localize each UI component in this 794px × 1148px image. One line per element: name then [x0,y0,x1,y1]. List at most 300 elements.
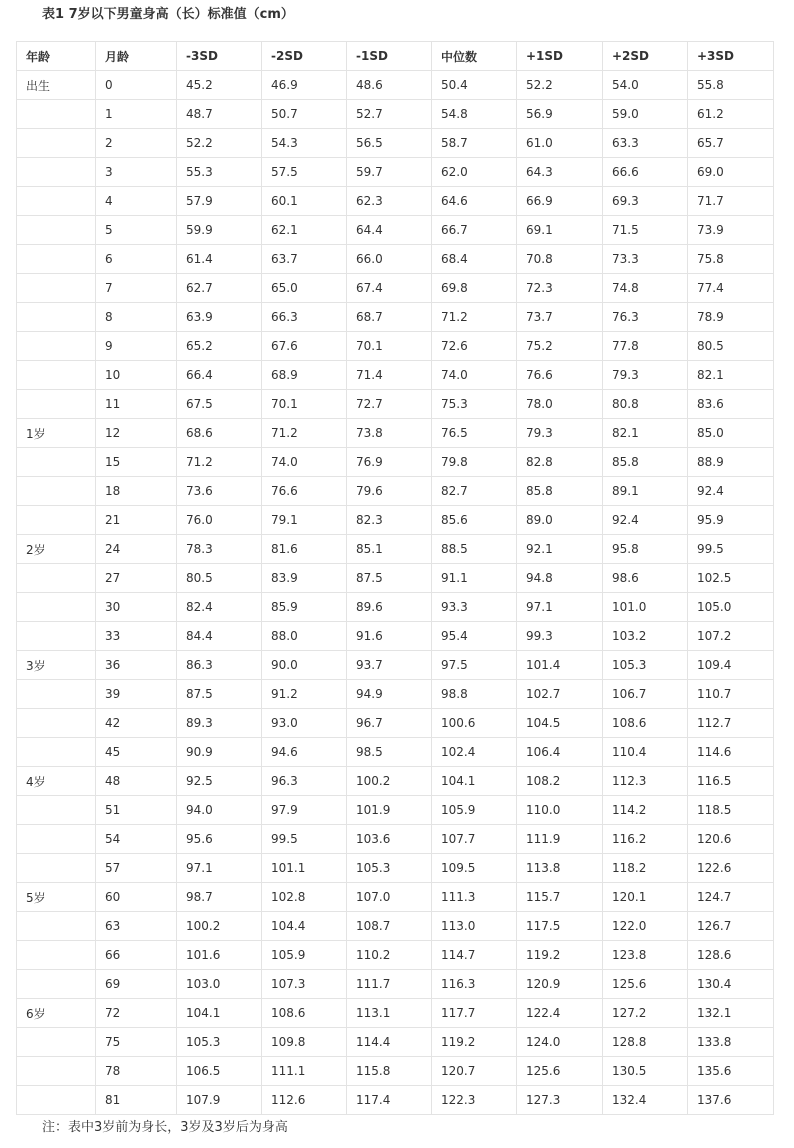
table-row [17,419,774,448]
age-cell [17,506,96,535]
value-cell: 114.6 [688,738,774,767]
table-row [17,129,774,158]
value-cell: 63.9 [177,303,262,332]
month-cell: 51 [96,796,177,825]
value-cell: 101.1 [262,854,347,883]
value-cell: 85.6 [432,506,517,535]
month-cell: 45 [96,738,177,767]
value-cell: 67.6 [262,332,347,361]
month-cell: 12 [96,419,177,448]
table-row [17,506,774,535]
table-footnote: 注：表中3岁前为身长，3岁及3岁后为身高 [42,1120,288,1135]
value-cell: 71.5 [603,216,688,245]
table-row [17,941,774,970]
value-cell: 85.9 [262,593,347,622]
age-cell [17,216,96,245]
month-cell: 63 [96,912,177,941]
value-cell: 61.4 [177,245,262,274]
value-cell: 107.2 [688,622,774,651]
value-cell: 114.4 [347,1028,432,1057]
table-row [17,912,774,941]
table-row [17,970,774,999]
value-cell: 106.4 [517,738,603,767]
value-cell: 89.0 [517,506,603,535]
value-cell: 66.6 [603,158,688,187]
value-cell: 62.3 [347,187,432,216]
value-cell: 92.4 [688,477,774,506]
value-cell: 102.8 [262,883,347,912]
value-cell: 73.6 [177,477,262,506]
age-cell [17,477,96,506]
value-cell: 61.0 [517,129,603,158]
value-cell: 111.7 [347,970,432,999]
column-header: +1SD [517,42,603,71]
value-cell: 120.9 [517,970,603,999]
value-cell: 109.5 [432,854,517,883]
age-cell [17,796,96,825]
value-cell: 132.1 [688,999,774,1028]
value-cell: 82.4 [177,593,262,622]
value-cell: 87.5 [177,680,262,709]
value-cell: 94.6 [262,738,347,767]
age-cell [17,709,96,738]
value-cell: 55.8 [688,71,774,100]
value-cell: 81.6 [262,535,347,564]
value-cell: 111.3 [432,883,517,912]
value-cell: 85.8 [517,477,603,506]
age-cell [17,1057,96,1086]
value-cell: 68.6 [177,419,262,448]
month-cell: 36 [96,651,177,680]
value-cell: 108.7 [347,912,432,941]
value-cell: 62.0 [432,158,517,187]
month-cell: 15 [96,448,177,477]
value-cell: 120.6 [688,825,774,854]
value-cell: 95.8 [603,535,688,564]
table-row [17,738,774,767]
value-cell: 64.3 [517,158,603,187]
value-cell: 72.3 [517,274,603,303]
value-cell: 130.5 [603,1057,688,1086]
value-cell: 50.7 [262,100,347,129]
value-cell: 112.3 [603,767,688,796]
value-cell: 69.1 [517,216,603,245]
value-cell: 66.9 [517,187,603,216]
value-cell: 92.4 [603,506,688,535]
table-row [17,448,774,477]
value-cell: 109.8 [262,1028,347,1057]
age-cell: 5岁 [17,883,96,912]
value-cell: 113.0 [432,912,517,941]
age-cell [17,361,96,390]
value-cell: 54.3 [262,129,347,158]
value-cell: 67.4 [347,274,432,303]
table-row [17,216,774,245]
value-cell: 93.7 [347,651,432,680]
table-row [17,825,774,854]
value-cell: 74.0 [262,448,347,477]
value-cell: 71.7 [688,187,774,216]
value-cell: 82.1 [688,361,774,390]
value-cell: 73.9 [688,216,774,245]
value-cell: 58.7 [432,129,517,158]
value-cell: 117.7 [432,999,517,1028]
value-cell: 88.0 [262,622,347,651]
table-row [17,622,774,651]
value-cell: 122.6 [688,854,774,883]
value-cell: 108.2 [517,767,603,796]
value-cell: 82.1 [603,419,688,448]
value-cell: 80.8 [603,390,688,419]
value-cell: 119.2 [432,1028,517,1057]
value-cell: 45.2 [177,71,262,100]
value-cell: 103.2 [603,622,688,651]
value-cell: 96.3 [262,767,347,796]
value-cell: 114.7 [432,941,517,970]
value-cell: 79.3 [517,419,603,448]
table-row [17,883,774,912]
table-row [17,796,774,825]
value-cell: 54.0 [603,71,688,100]
table-row [17,100,774,129]
value-cell: 83.6 [688,390,774,419]
value-cell: 84.4 [177,622,262,651]
value-cell: 99.5 [688,535,774,564]
value-cell: 128.8 [603,1028,688,1057]
table-row [17,332,774,361]
value-cell: 57.9 [177,187,262,216]
value-cell: 108.6 [603,709,688,738]
value-cell: 77.8 [603,332,688,361]
value-cell: 105.3 [603,651,688,680]
table-title: 表1 7岁以下男童身高（长）标准值（cm） [42,7,294,22]
value-cell: 125.6 [517,1057,603,1086]
column-header: +3SD [688,42,774,71]
value-cell: 85.8 [603,448,688,477]
value-cell: 89.1 [603,477,688,506]
age-cell [17,448,96,477]
age-cell [17,100,96,129]
value-cell: 88.5 [432,535,517,564]
value-cell: 59.7 [347,158,432,187]
value-cell: 105.0 [688,593,774,622]
value-cell: 70.1 [262,390,347,419]
value-cell: 90.0 [262,651,347,680]
value-cell: 94.8 [517,564,603,593]
value-cell: 113.1 [347,999,432,1028]
table-row [17,767,774,796]
table-row [17,999,774,1028]
value-cell: 94.9 [347,680,432,709]
value-cell: 66.3 [262,303,347,332]
value-cell: 110.7 [688,680,774,709]
month-cell: 7 [96,274,177,303]
value-cell: 132.4 [603,1086,688,1115]
value-cell: 60.1 [262,187,347,216]
value-cell: 70.1 [347,332,432,361]
value-cell: 62.1 [262,216,347,245]
month-cell: 11 [96,390,177,419]
table-row [17,361,774,390]
value-cell: 98.7 [177,883,262,912]
value-cell: 91.6 [347,622,432,651]
value-cell: 71.4 [347,361,432,390]
value-cell: 130.4 [688,970,774,999]
value-cell: 75.2 [517,332,603,361]
month-cell: 81 [96,1086,177,1115]
value-cell: 56.9 [517,100,603,129]
age-cell [17,158,96,187]
month-cell: 10 [96,361,177,390]
month-cell: 0 [96,71,177,100]
table-row [17,158,774,187]
value-cell: 95.4 [432,622,517,651]
value-cell: 105.3 [347,854,432,883]
value-cell: 50.4 [432,71,517,100]
value-cell: 123.8 [603,941,688,970]
age-cell [17,390,96,419]
value-cell: 116.2 [603,825,688,854]
month-cell: 9 [96,332,177,361]
value-cell: 79.1 [262,506,347,535]
table-row [17,651,774,680]
value-cell: 78.3 [177,535,262,564]
age-cell: 3岁 [17,651,96,680]
value-cell: 80.5 [177,564,262,593]
value-cell: 65.2 [177,332,262,361]
value-cell: 52.2 [177,129,262,158]
value-cell: 73.7 [517,303,603,332]
value-cell: 89.3 [177,709,262,738]
value-cell: 106.5 [177,1057,262,1086]
value-cell: 103.0 [177,970,262,999]
month-cell: 2 [96,129,177,158]
value-cell: 90.9 [177,738,262,767]
table-row [17,709,774,738]
value-cell: 102.5 [688,564,774,593]
height-standard-table [16,41,774,1115]
value-cell: 92.1 [517,535,603,564]
value-cell: 104.5 [517,709,603,738]
table-row [17,564,774,593]
value-cell: 64.6 [432,187,517,216]
value-cell: 93.0 [262,709,347,738]
value-cell: 101.0 [603,593,688,622]
value-cell: 100.6 [432,709,517,738]
value-cell: 83.9 [262,564,347,593]
age-cell: 4岁 [17,767,96,796]
value-cell: 92.5 [177,767,262,796]
month-cell: 57 [96,854,177,883]
value-cell: 78.0 [517,390,603,419]
age-cell [17,825,96,854]
value-cell: 85.1 [347,535,432,564]
value-cell: 71.2 [262,419,347,448]
value-cell: 95.6 [177,825,262,854]
value-cell: 99.3 [517,622,603,651]
value-cell: 79.3 [603,361,688,390]
month-cell: 33 [96,622,177,651]
value-cell: 63.3 [603,129,688,158]
value-cell: 68.7 [347,303,432,332]
table-row [17,187,774,216]
value-cell: 119.2 [517,941,603,970]
month-cell: 30 [96,593,177,622]
value-cell: 135.6 [688,1057,774,1086]
age-cell [17,1028,96,1057]
value-cell: 89.6 [347,593,432,622]
value-cell: 76.9 [347,448,432,477]
table-row [17,680,774,709]
value-cell: 77.4 [688,274,774,303]
value-cell: 62.7 [177,274,262,303]
value-cell: 52.2 [517,71,603,100]
value-cell: 107.0 [347,883,432,912]
value-cell: 124.0 [517,1028,603,1057]
age-cell [17,941,96,970]
value-cell: 91.1 [432,564,517,593]
value-cell: 127.2 [603,999,688,1028]
value-cell: 111.1 [262,1057,347,1086]
value-cell: 106.7 [603,680,688,709]
month-cell: 66 [96,941,177,970]
age-cell: 2岁 [17,535,96,564]
value-cell: 111.9 [517,825,603,854]
value-cell: 116.3 [432,970,517,999]
value-cell: 65.7 [688,129,774,158]
value-cell: 80.5 [688,332,774,361]
table-row [17,71,774,100]
value-cell: 126.7 [688,912,774,941]
value-cell: 75.3 [432,390,517,419]
table-row [17,390,774,419]
value-cell: 55.3 [177,158,262,187]
value-cell: 69.0 [688,158,774,187]
value-cell: 97.9 [262,796,347,825]
month-cell: 4 [96,187,177,216]
value-cell: 107.3 [262,970,347,999]
value-cell: 100.2 [177,912,262,941]
value-cell: 96.7 [347,709,432,738]
value-cell: 122.0 [603,912,688,941]
value-cell: 97.1 [517,593,603,622]
value-cell: 59.0 [603,100,688,129]
value-cell: 112.7 [688,709,774,738]
value-cell: 98.5 [347,738,432,767]
value-cell: 102.7 [517,680,603,709]
value-cell: 115.8 [347,1057,432,1086]
month-cell: 42 [96,709,177,738]
value-cell: 73.8 [347,419,432,448]
value-cell: 113.8 [517,854,603,883]
table-row [17,1057,774,1086]
value-cell: 79.8 [432,448,517,477]
value-cell: 115.7 [517,883,603,912]
value-cell: 75.8 [688,245,774,274]
age-cell [17,1086,96,1115]
column-header: +2SD [603,42,688,71]
value-cell: 112.6 [262,1086,347,1115]
value-cell: 109.4 [688,651,774,680]
value-cell: 64.4 [347,216,432,245]
value-cell: 120.7 [432,1057,517,1086]
month-cell: 48 [96,767,177,796]
value-cell: 71.2 [177,448,262,477]
value-cell: 82.3 [347,506,432,535]
value-cell: 54.8 [432,100,517,129]
value-cell: 66.7 [432,216,517,245]
value-cell: 46.9 [262,71,347,100]
age-cell [17,593,96,622]
value-cell: 63.7 [262,245,347,274]
value-cell: 94.0 [177,796,262,825]
value-cell: 125.6 [603,970,688,999]
table-body [17,71,774,1115]
table-row [17,593,774,622]
value-cell: 74.0 [432,361,517,390]
value-cell: 71.2 [432,303,517,332]
value-cell: 82.7 [432,477,517,506]
value-cell: 68.9 [262,361,347,390]
table-header [17,42,774,71]
table-row [17,245,774,274]
value-cell: 101.9 [347,796,432,825]
age-cell [17,854,96,883]
value-cell: 76.0 [177,506,262,535]
value-cell: 87.5 [347,564,432,593]
value-cell: 137.6 [688,1086,774,1115]
month-cell: 54 [96,825,177,854]
column-header: -2SD [262,42,347,71]
age-cell [17,564,96,593]
value-cell: 124.7 [688,883,774,912]
value-cell: 118.2 [603,854,688,883]
month-cell: 69 [96,970,177,999]
month-cell: 21 [96,506,177,535]
value-cell: 72.6 [432,332,517,361]
age-cell [17,622,96,651]
value-cell: 100.2 [347,767,432,796]
month-cell: 3 [96,158,177,187]
age-cell [17,332,96,361]
value-cell: 104.1 [432,767,517,796]
table-row [17,1086,774,1115]
value-cell: 99.5 [262,825,347,854]
value-cell: 105.9 [262,941,347,970]
value-cell: 116.5 [688,767,774,796]
value-cell: 70.8 [517,245,603,274]
value-cell: 104.4 [262,912,347,941]
age-cell [17,912,96,941]
column-header: -1SD [347,42,432,71]
value-cell: 68.4 [432,245,517,274]
age-cell [17,738,96,767]
table-row [17,274,774,303]
value-cell: 127.3 [517,1086,603,1115]
value-cell: 69.8 [432,274,517,303]
value-cell: 76.6 [517,361,603,390]
value-cell: 97.5 [432,651,517,680]
age-cell [17,680,96,709]
age-cell [17,303,96,332]
month-cell: 18 [96,477,177,506]
table-row [17,477,774,506]
value-cell: 98.8 [432,680,517,709]
value-cell: 74.8 [603,274,688,303]
value-cell: 56.5 [347,129,432,158]
value-cell: 110.0 [517,796,603,825]
value-cell: 93.3 [432,593,517,622]
